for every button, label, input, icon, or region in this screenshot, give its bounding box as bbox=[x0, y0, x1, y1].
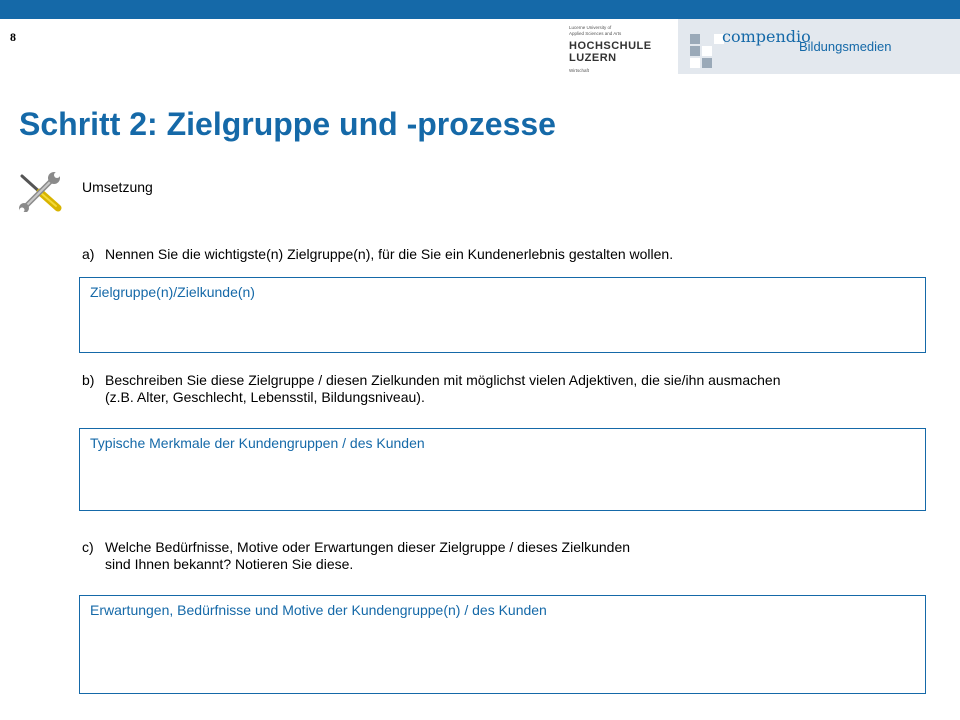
answer-box-a[interactable] bbox=[79, 277, 926, 353]
answer-box-a-label: Zielgruppe(n)/Zielkunde(n) bbox=[90, 284, 255, 300]
question-a bbox=[82, 246, 673, 263]
question-a-text: Nennen Sie die wichtigste(n) Zielgruppe(n), für die Sie ein Kundenerlebnis gestalten wollen. bbox=[105, 246, 674, 262]
answer-box-c-label: Erwartungen, Bedürfnisse und Motive der Kundengruppe(n) / des Kunden bbox=[90, 602, 547, 618]
hslu-logo-name1: HOCHSCHULE bbox=[569, 40, 652, 52]
question-a-letter: a) bbox=[82, 246, 95, 262]
hslu-logo bbox=[569, 25, 669, 80]
page-number: 8 bbox=[10, 30, 16, 44]
top-bar bbox=[0, 0, 960, 19]
page-title: Schritt 2: Zielgruppe und -prozesse bbox=[19, 106, 556, 142]
question-c-text2: sind Ihnen bekannt? Notieren Sie diese. bbox=[105, 556, 354, 572]
hslu-logo-name2: LUZERN bbox=[569, 52, 617, 64]
answer-box-c[interactable] bbox=[79, 595, 926, 694]
compendio-logo-name: compendio bbox=[722, 27, 811, 46]
question-c-text: Welche Bedürfnisse, Motive oder Erwartungen dieser Zielgruppe / dieses Zielkunden bbox=[105, 539, 631, 555]
question-c bbox=[82, 539, 630, 573]
hslu-logo-line2: Applied Sciences and Arts bbox=[569, 31, 622, 36]
question-b bbox=[82, 372, 781, 406]
section-label: Umsetzung bbox=[82, 179, 153, 195]
question-b-letter: b) bbox=[82, 372, 95, 388]
compendio-logo-sub: Bildungsmedien bbox=[799, 39, 892, 54]
question-b-text2: (z.B. Alter, Geschlecht, Lebensstil, Bildungsniveau). bbox=[105, 389, 425, 405]
answer-box-b[interactable] bbox=[79, 428, 926, 511]
compendio-mark-icon bbox=[690, 34, 720, 70]
question-c-letter: c) bbox=[82, 539, 94, 555]
question-b-text: Beschreiben Sie diese Zielgruppe / diesen Zielkunden mit möglichst vielen Adjektiven, die sie/ihn ausmachen bbox=[105, 372, 781, 388]
tools-icon bbox=[16, 170, 64, 212]
answer-box-b-label: Typische Merkmale der Kundengruppen / des Kunden bbox=[90, 435, 425, 451]
hslu-logo-sub: Wirtschaft bbox=[569, 68, 590, 73]
hslu-logo-line1: Lucerne University of bbox=[569, 25, 612, 30]
